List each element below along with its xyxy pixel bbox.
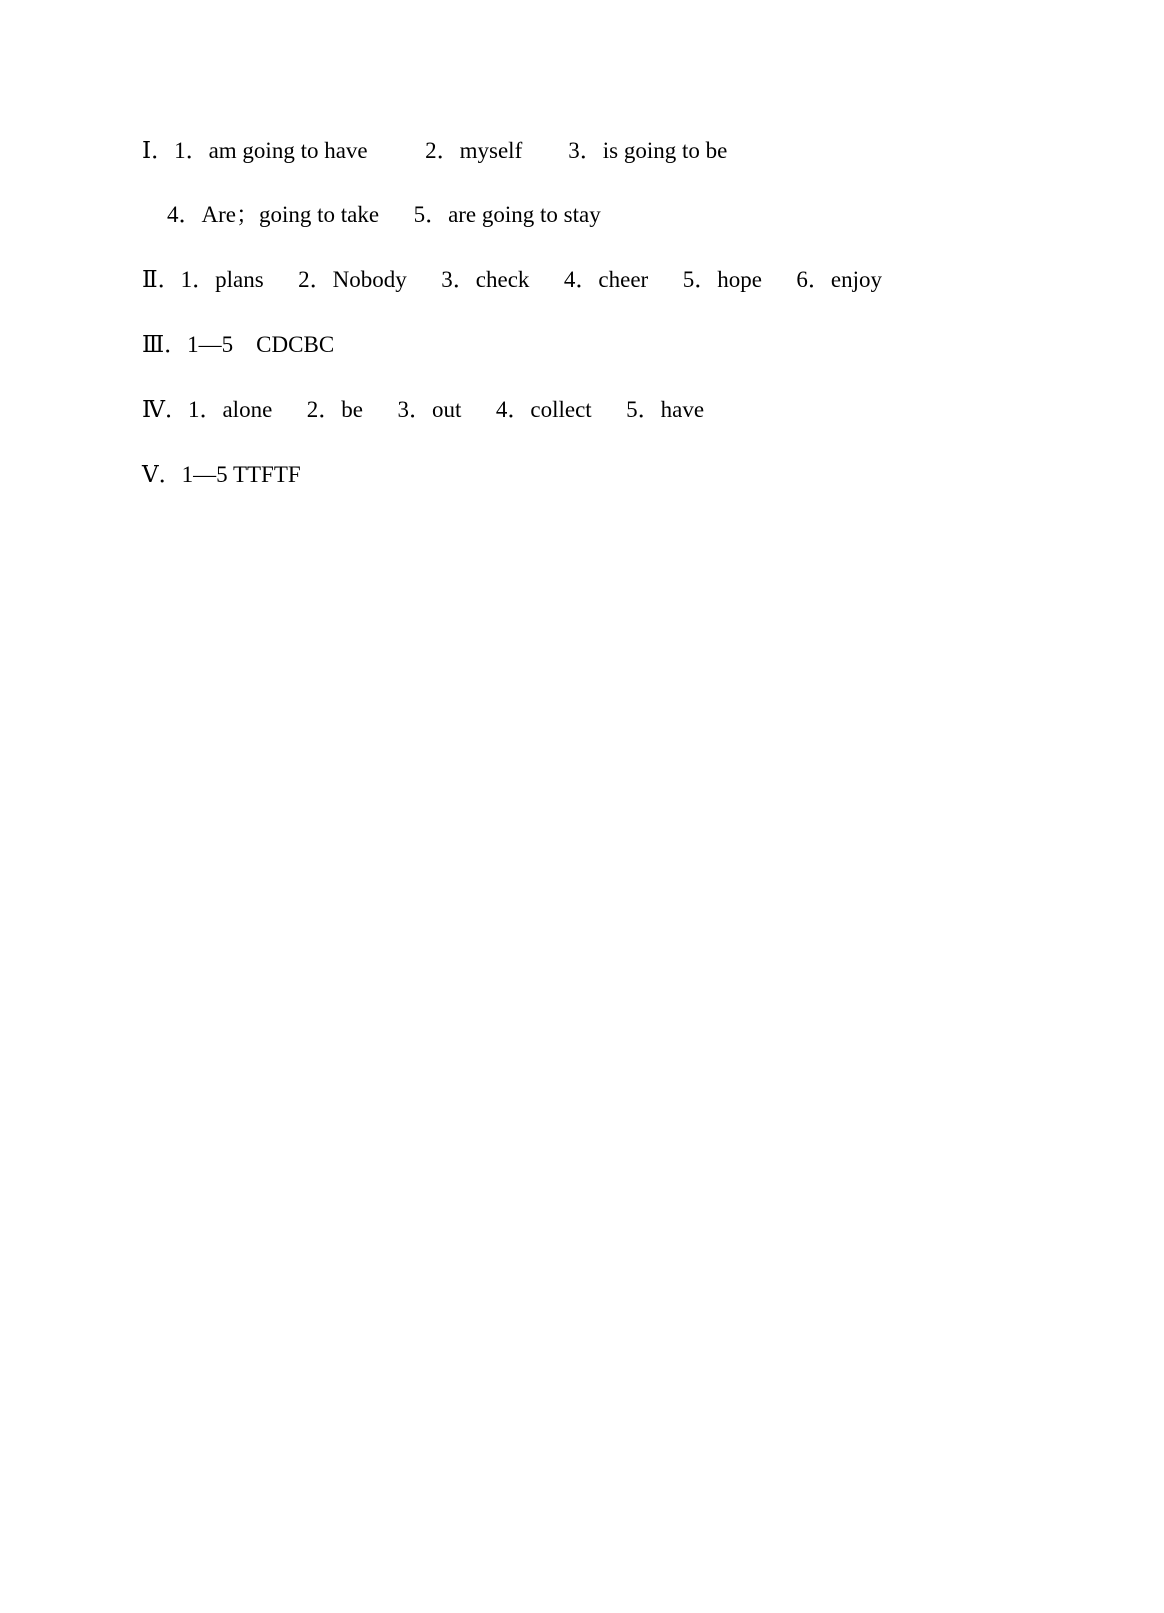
- answer-line-section-3: Ⅲ．1—5 CDCBC: [142, 332, 335, 357]
- answer-line-section-5: Ⅴ．1—5 TTFTF: [142, 462, 301, 487]
- answer-line-section-1-continued: 4．Are；going to take 5．are going to stay: [167, 202, 601, 227]
- answer-line-section-2: Ⅱ．1．plans 2．Nobody 3．check 4．cheer 5．hope 6．enjoy: [142, 267, 883, 292]
- answer-line-section-4: Ⅳ．1．alone 2．be 3．out 4．collect 5．have: [142, 397, 705, 422]
- answer-line-section-1: Ⅰ．1．am going to have 2．myself 3．is going to be: [142, 138, 728, 163]
